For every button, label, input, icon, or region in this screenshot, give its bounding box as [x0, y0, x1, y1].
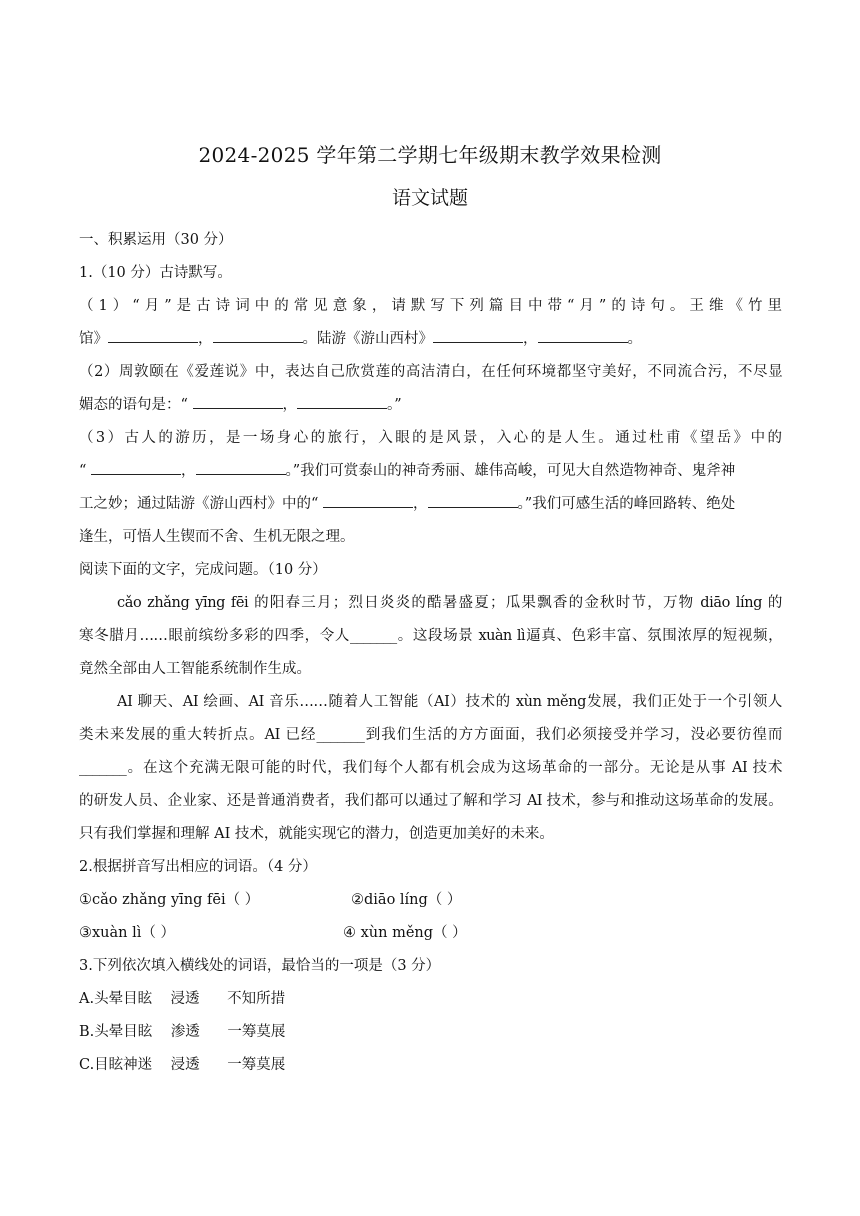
question-3-title: 3.下列依次填入横线处的词语，最恰当的一项是（3 分） — [79, 958, 441, 974]
q2-item: ②diāo líng（ ） — [351, 892, 462, 908]
text-fragment: “ — [79, 463, 92, 479]
q2-item: ③xuàn lì（ ） — [79, 925, 175, 941]
text-fragment: 。”我们可感生活的峰回路转、绝处 — [517, 496, 736, 512]
q3-option-a[interactable]: A.头晕目眩 浸透 不知所措 — [79, 991, 286, 1007]
q2-item: ④ xùn měng（ ） — [343, 925, 467, 941]
exam-subtitle: 语文试题 — [391, 187, 468, 209]
q1-part3-line3 — [79, 488, 782, 521]
answer-blank[interactable] — [323, 492, 413, 508]
q1-part1-line1: （1）“月”是古诗词中的常见意象，请默写下列篇目中带“月”的诗句。王维《竹里 — [79, 298, 782, 314]
answer-blank[interactable] — [428, 492, 518, 508]
text-fragment: 馆》 — [79, 331, 108, 347]
text-fragment: 媚态的语句是：“ — [79, 397, 193, 413]
text-fragment: 工之妙；通过陆游《游山西村》中的“ — [79, 496, 324, 512]
answer-blank[interactable] — [193, 393, 283, 409]
text-fragment: 。”我们可赏泰山的神奇秀丽、雄伟高峻，可见大自然造物神奇、鬼斧神 — [285, 463, 736, 479]
reading-para2-line3: _______。在这个充满无限可能的时代，我们每个人都有机会成为这场革命的一部分。无论是从事 AI 技术 — [79, 760, 782, 776]
answer-blank[interactable] — [108, 327, 198, 343]
q1-part2-line2 — [79, 389, 782, 422]
reading-para2-line2: 类未来发展的重大转折点。AI 已经_______到我们生活的方方面面，我们必须接受并学习，没必要彷徨而 — [79, 727, 782, 743]
answer-blank[interactable] — [433, 327, 523, 343]
text-fragment: ， — [198, 331, 213, 347]
q1-part2-line1: （2）周敦颐在《爱莲说》中，表达自己欣赏莲的高洁清白，在任何环境都坚守美好，不同流合污，不尽显 — [79, 364, 782, 380]
reading-para2-line5: 只有我们掌握和理解 AI 技术，就能实现它的潜力，创造更加美好的未来。 — [79, 826, 554, 842]
answer-blank[interactable] — [196, 459, 286, 475]
text-fragment: 。 — [627, 331, 642, 347]
q1-part3-line4: 逢生，可悟人生锲而不舍、生机无限之理。 — [79, 529, 355, 545]
reading-para1-line2: 寒冬腊月……眼前缤纷多彩的四季，令人_______。这段场景 xuàn lì逼真、色彩丰富、氛围浓厚的短视频， — [79, 628, 782, 644]
text-fragment: ， — [181, 463, 196, 479]
text-fragment: 。陆游《游山西村》 — [302, 331, 433, 347]
answer-blank[interactable] — [91, 459, 181, 475]
text-fragment: ， — [282, 397, 298, 413]
q2-item: ①cǎo zhǎng yīng fēi（ ） — [79, 892, 260, 908]
q2-row — [79, 917, 782, 950]
text-fragment: ， — [413, 496, 428, 512]
answer-blank[interactable] — [538, 327, 628, 343]
answer-blank[interactable] — [213, 327, 303, 343]
question-1-title: 1.（10 分）古诗默写。 — [79, 265, 232, 281]
reading-para2-line4: 的研发人员、企业家、还是普通消费者，我们都可以通过了解和学习 AI 技术，参与和推动这场革命的发展。 — [79, 793, 782, 809]
text-fragment: 。” — [387, 397, 402, 413]
exam-content — [79, 224, 782, 1082]
q1-part3-line2 — [79, 455, 782, 488]
q3-option-c[interactable]: C.目眩神迷 浸透 一筹莫展 — [79, 1057, 286, 1073]
reading-para1-line1: cǎo zhǎng yīng fēi 的阳春三月；烈日炎炎的酷暑盛夏；瓜果飘香的金秋时节，万物 diāo líng 的 — [117, 595, 782, 611]
q1-part1-line2 — [79, 323, 782, 356]
reading-para1-line3: 竟然全部由人工智能系统制作生成。 — [79, 661, 311, 677]
reading-para2-line1: AI 聊天、AI 绘画、AI 音乐……随着人工智能（AI）技术的 xùn měng发展，我们正处于一个引领人 — [117, 694, 782, 710]
section-heading: 一、积累运用（30 分） — [79, 232, 233, 248]
reading-intro: 阅读下面的文字，完成问题。（10 分） — [79, 562, 327, 578]
answer-blank[interactable] — [297, 393, 387, 409]
q3-option-b[interactable]: B.头晕目眩 渗透 一筹莫展 — [79, 1024, 286, 1040]
question-2-title: 2.根据拼音写出相应的词语。（4 分） — [79, 859, 317, 875]
text-fragment: ， — [523, 331, 538, 347]
exam-title: 2024-2025 学年第二学期七年级期末教学效果检测 — [198, 143, 662, 167]
q1-part3-line1: （3）古人的游历，是一场身心的旅行，入眼的是风景，入心的是人生。通过杜甫《望岳》中的 — [79, 430, 782, 446]
q2-row — [79, 884, 782, 917]
